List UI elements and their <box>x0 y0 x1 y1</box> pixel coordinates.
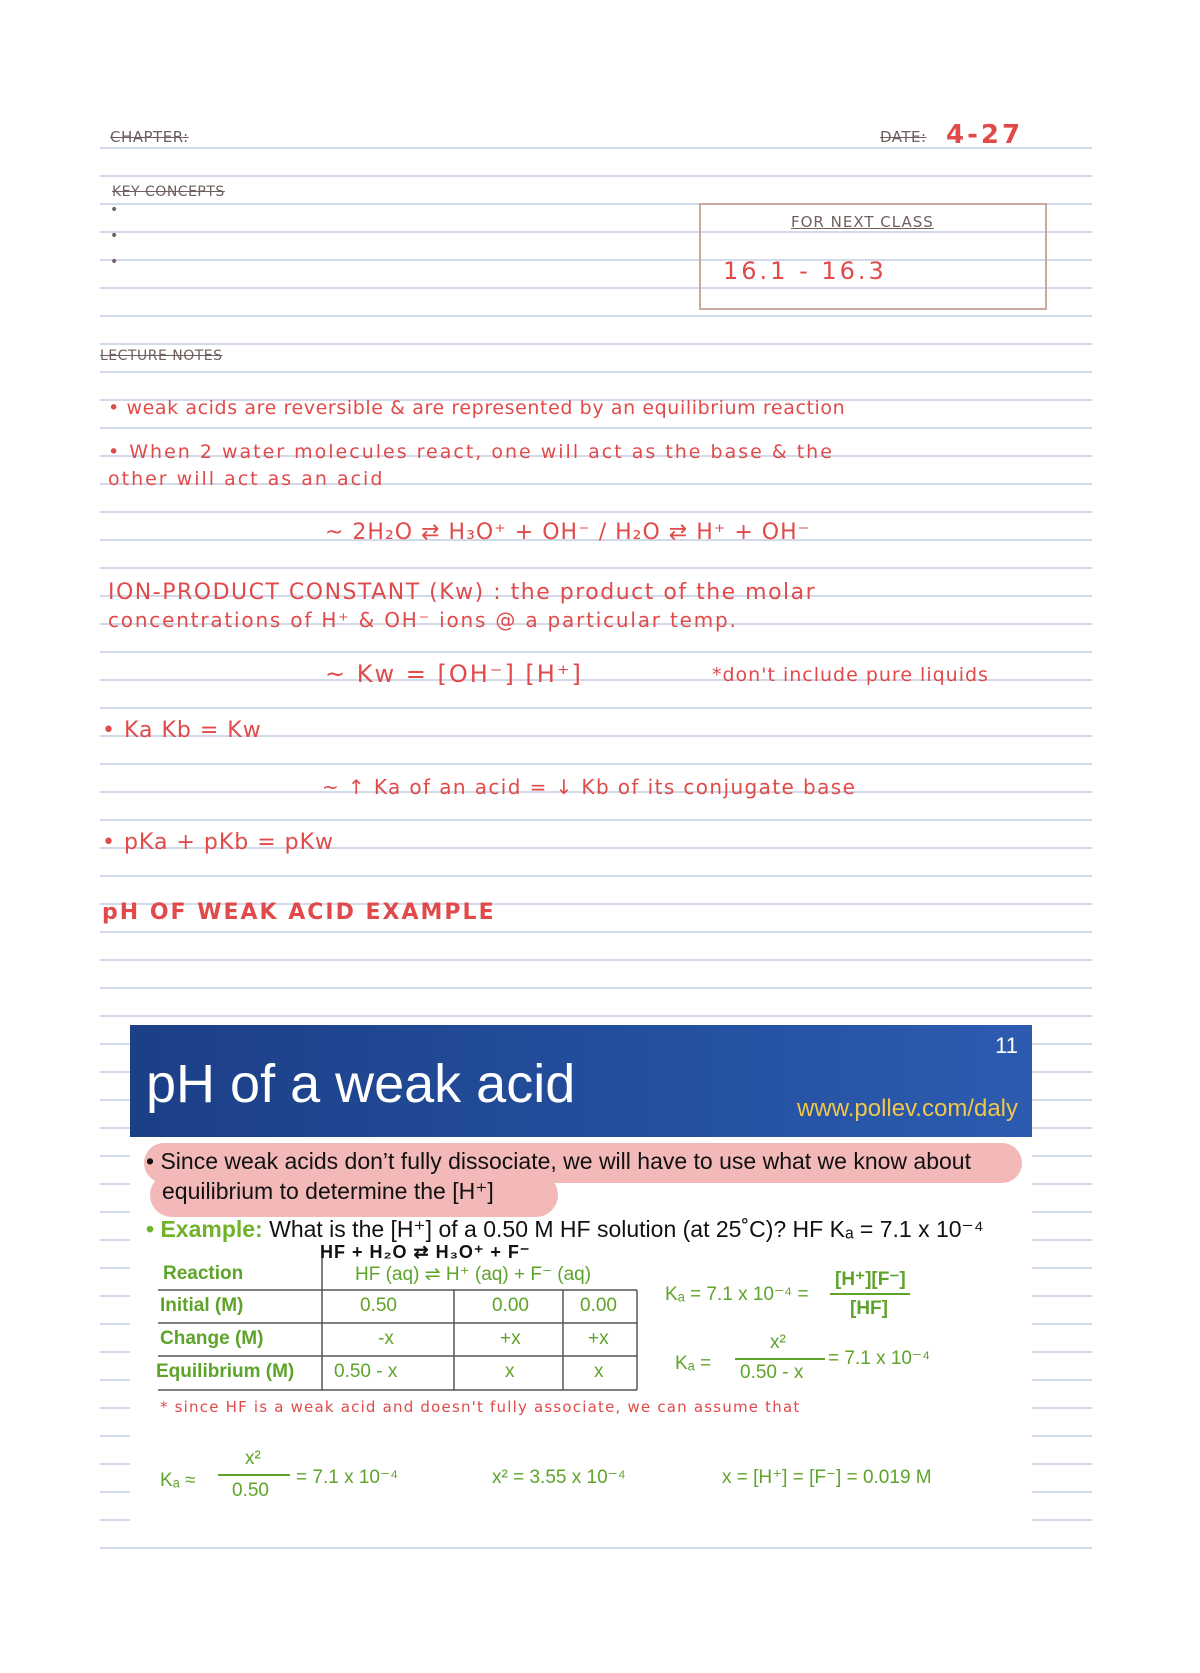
ka-denominator: [HF] <box>850 1298 888 1319</box>
table-cell: 0.00 <box>580 1295 617 1316</box>
slide-title: pH of a weak acid <box>146 1054 576 1114</box>
note-line: • When 2 water molecules react, one will act as the base & the <box>108 441 834 463</box>
row-label: Initial (M) <box>160 1295 244 1316</box>
ka2-rhs: = 7.1 x 10⁻⁴ <box>828 1348 931 1369</box>
slide-bullet-text: Since weak acids don’t fully dissociate, we will have to use what we know about <box>160 1148 971 1174</box>
next-class-value: 16.1 - 16.3 <box>723 257 887 285</box>
ka2-denominator: 0.50 - x <box>740 1362 804 1383</box>
fraction-bar <box>830 1293 910 1295</box>
table-reaction: HF (aq) ⇌ H⁺ (aq) + F⁻ (aq) <box>355 1264 592 1285</box>
row-label: Change (M) <box>160 1328 264 1349</box>
table-cell: 0.00 <box>492 1295 529 1316</box>
note-line: • weak acids are reversible & are represented by an equilibrium reaction <box>108 397 846 419</box>
table-cell: 0.50 <box>360 1295 397 1316</box>
example-title: pH OF WEAK ACID EXAMPLE <box>102 900 496 925</box>
table-cell: 0.50 - x <box>334 1361 398 1382</box>
chapter-label: CHAPTER: <box>110 128 189 146</box>
approx-rhs: = 7.1 x 10⁻⁴ <box>296 1467 399 1488</box>
ion-product-definition: ION-PRODUCT CONSTANT (Kw) : the product of the molar <box>108 580 817 605</box>
x-squared-value: x² = 3.55 x 10⁻⁴ <box>492 1467 626 1488</box>
handwritten-reaction: HF + H₂O ⇄ H₃O⁺ + F⁻ <box>320 1242 531 1262</box>
fraction-bar <box>218 1474 290 1476</box>
handwritten-note: * since HF is a weak acid and doesn't fully associate, we can assume that <box>160 1398 801 1416</box>
key-concepts-title: KEY CONCEPTS <box>112 184 225 200</box>
result: x = [H⁺] = [F⁻] = 0.019 M <box>722 1467 932 1488</box>
example-label: Example: <box>160 1216 263 1242</box>
example-question: • Example: What is the [H⁺] of a 0.50 M HF solution (at 25˚C)? HF Kₐ = 7.1 x 10⁻⁴ <box>146 1216 984 1242</box>
table-cell: x <box>594 1361 604 1382</box>
table-cell: +x <box>500 1328 521 1349</box>
pk-relation: • pKa + pKb = pKw <box>102 830 335 855</box>
example-text: What is the [H⁺] of a 0.50 M HF solution (at 25˚C)? HF Kₐ = 7.1 x 10⁻⁴ <box>262 1216 984 1242</box>
slide-bullet: • Since weak acids don’t fully dissociate, we will have to use what we know about <box>146 1148 971 1174</box>
key-concept-bullet: • <box>110 228 119 244</box>
note-line: other will act as an acid <box>108 468 385 490</box>
date-value: 4-27 <box>946 120 1024 150</box>
table-cell: x <box>505 1361 515 1382</box>
water-equilibrium-equation: ~ 2H₂O ⇄ H₃O⁺ + OH⁻ / H₂O ⇄ H⁺ + OH⁻ <box>325 520 811 545</box>
ka-expression-lhs: Kₐ = 7.1 x 10⁻⁴ = <box>665 1284 809 1305</box>
slide-bullet-cont: equilibrium to determine the [H⁺] <box>162 1178 494 1204</box>
ka-expression2-lhs: Kₐ = <box>675 1353 712 1374</box>
ion-product-definition: concentrations of H⁺ & OH⁻ ions @ a particular temp. <box>108 608 738 632</box>
ka2-numerator: x² <box>770 1332 786 1353</box>
lecture-notes-title: LECTURE NOTES <box>100 348 223 364</box>
date-label: DATE: <box>880 128 927 146</box>
ka-kb-relation: • Ka Kb = Kw <box>102 718 262 743</box>
approx-lhs: Kₐ ≈ <box>160 1470 196 1491</box>
table-cell: -x <box>378 1328 394 1349</box>
key-concept-bullet: • <box>110 254 119 270</box>
kw-note: *don't include pure liquids <box>712 664 989 686</box>
ka-kb-note: ~ ↑ Ka of an acid = ↓ Kb of its conjugate base <box>322 775 857 799</box>
ka-numerator: [H⁺][F⁻] <box>835 1269 906 1290</box>
row-label: Equilibrium (M) <box>156 1361 295 1382</box>
table-cell: +x <box>588 1328 609 1349</box>
key-concept-bullet: • <box>110 202 119 218</box>
next-class-title: FOR NEXT CLASS <box>791 213 934 231</box>
approx-numerator: x² <box>245 1448 261 1469</box>
table-header-label: Reaction <box>163 1263 244 1284</box>
slide-url: www.pollev.com/daly <box>797 1095 1018 1122</box>
slide-number: 11 <box>995 1033 1018 1058</box>
approx-denominator: 0.50 <box>232 1480 269 1501</box>
kw-equation: ~ Kw = [OH⁻] [H⁺] <box>325 660 583 688</box>
fraction-bar <box>735 1358 825 1360</box>
